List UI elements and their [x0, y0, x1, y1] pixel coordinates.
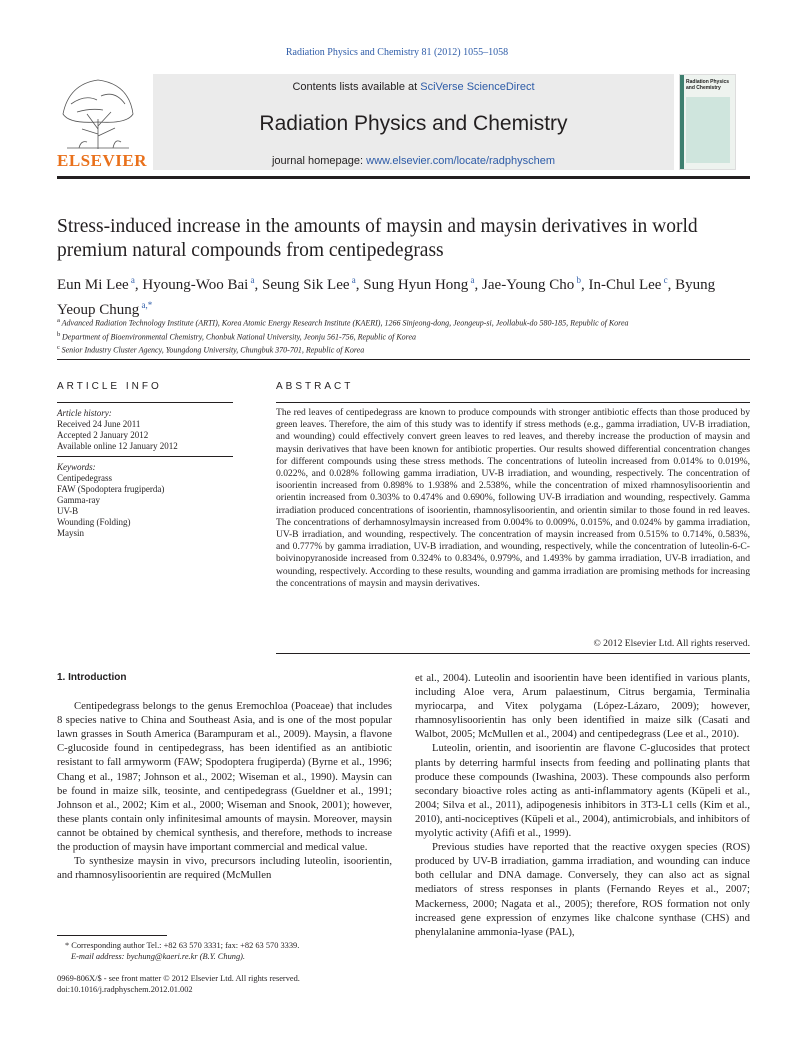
- footnote-email[interactable]: E-mail address: bychung@kaeri.re.kr (B.Y. Chung).: [71, 952, 246, 961]
- doi-link[interactable]: doi:10.1016/j.radphyschem.2012.01.002: [57, 985, 193, 994]
- affiliation-marker: b: [57, 330, 62, 338]
- affiliations: [57, 315, 750, 356]
- author-affiliation-marker[interactable]: a: [349, 275, 356, 285]
- imprint: [57, 973, 392, 995]
- abstract-text: The red leaves of centipedegrass are known to produce compounds with stronger antibiotic effects than those produced by green leaves. Therefore, the aim of this study was to identify if stress methods (e.g., gamma irradiation, UV-B irradiation, and wounding) could effectively convert green leaves to red leaves, and thereby increase the production of maysin and maysin derivatives that have been known for antibiotic properties. Our results showed differential concentration changes for different compounds using these stress methods. The concentrations of luteolin increased from 0.014% to 0.019%, 0.022%, and 0.028% following gamma irradiation, UV-B irradiation, and wounding, respectively. The concentration of isoorientin increased from 0.898% to 1.938% and 2.538%, while the concentration of mixed rhamnosylisoorientin and orientin increased from 0.303% to 0.474% and 0.690%, following UV-B irradiation and wounding, respectively. Gamma irradiation produced concentrations of isoorientin, rhamnosylisoorientin, and orientin similar to those found in red leaves. The concentrations of derhamnosylmaysin increased from 0.004% to 0.009%, 0.015%, and 0.024% by gamma irradiation, UV-B irradiation, and wounding, respectively. The concentration of maysin increased from 0.515% to 0.714%, 0.583%, and 0.777% by gamma irradiation, UV-B irradiation, and wounding, respectively, while the concentration of luteolin-6-C-boivinopyranoside increased from 0.324% to 0.834%, 0.979%, and 1.493% by gamma irradiation, UV-B irradiation, and wounding, respectively. According to these results, wounding and gamma irradiation are promising methods for increasing the concentrations of maysin and maysin derivatives.: [276, 407, 750, 589]
- keyword: Maysin: [57, 528, 84, 538]
- history-accepted: Accepted 2 January 2012: [57, 430, 149, 440]
- history-label: Article history:: [57, 408, 112, 418]
- keywords: [57, 462, 233, 539]
- keyword: FAW (Spodoptera frugiperda): [57, 484, 165, 494]
- sciencedirect-link[interactable]: SciVerse ScienceDirect: [420, 81, 535, 93]
- paragraph: et al., 2004). Luteolin and isoorientin have been identified in various plants, including Aloe vera, Arum palaestinum, Citrus bergamia, Terminalia myriocarpa, and Vitex polygama (López-Lázaro, 2009); however, rhamnosylisoorientin has only been identified in maize silk (Casati and Walbot, 2005; McMullen et al., 2004) and centipedegrass (Lee et al., 2010).: [415, 672, 750, 741]
- author: [589, 277, 668, 293]
- article-info-heading: ARTICLE INFO: [57, 381, 162, 392]
- affiliation-text: Senior Industry Cluster Agency, Youngdong University, Chungbuk 370-701, Republic of Korea: [61, 345, 365, 355]
- author-name: Seung Sik Lee: [262, 277, 350, 293]
- author-affiliation-marker[interactable]: b: [574, 275, 582, 285]
- article-history: [57, 408, 233, 452]
- author: [363, 277, 474, 293]
- abstract-end-rule: [276, 653, 750, 654]
- section-heading-introduction: 1. Introduction: [57, 672, 127, 683]
- publisher-name: ELSEVIER: [57, 151, 147, 170]
- journal-homepage-link[interactable]: www.elsevier.com/locate/radphyschem: [366, 155, 556, 167]
- author: [142, 277, 254, 293]
- journal-title: Radiation Physics and Chemistry: [259, 112, 568, 135]
- author-affiliation-marker[interactable]: a,*: [139, 300, 153, 310]
- author-name: Jae-Young Cho: [482, 277, 575, 293]
- affiliation-text: Department of Bioenvironmental Chemistry, Chonbuk National University, Jeonju 561-756, Republic of Korea: [62, 332, 417, 342]
- paragraph: To synthesize maysin in vivo, precursors including luteolin, isoorientin, and rhamnosylisoorientin are required (McMullen: [57, 855, 392, 882]
- contents-prefix: Contents lists available at: [292, 81, 421, 93]
- author-affiliation-marker[interactable]: a: [468, 275, 475, 285]
- paragraph: Centipedegrass belongs to the genus Eremochloa (Poaceae) that includes 8 species native to China and Southeast Asia, and is one of the most popular lawn grasses in South America (Barampuram et al., 2009). Maysin, a flavone C-glucoside found in centipedegrass, has been identified as an antibiotic resistant to fall armyworm (FAW; Spodoptera frugiperda) (Byrne et al., 1996; Chang et al., 1987; Johnson et al., 2002; Wiseman et al., 1990). Maysin can be found in maize silk, teosinte, and centipedegrass (Gueldner et al., 1991; Johnson et al., 2002; Kim et al., 2000; Wiseman and Snook, 2001); however, these plants contain only infinitesimal amounts of maysin. Moreover, maysin cannot be obtained by chemical synthesis, and therefore, methods to increase the production of maysin have important commercial and medical value.: [57, 700, 392, 854]
- corresponding-author-footnote: [57, 940, 392, 962]
- affiliation: [57, 329, 750, 343]
- title-divider: [57, 359, 750, 360]
- journal-cover-thumbnail: [679, 74, 736, 170]
- author-affiliation-marker[interactable]: a: [128, 275, 135, 285]
- keywords-rule: [57, 456, 233, 457]
- keyword: Gamma-ray: [57, 495, 100, 505]
- copyright: © 2012 Elsevier Ltd. All rights reserved.: [593, 638, 750, 649]
- article-title: Stress-induced increase in the amounts of maysin and maysin derivatives in world premium natural compounds from centipedegrass: [57, 216, 698, 261]
- affiliation-marker: c: [57, 344, 62, 352]
- paragraph: Previous studies have reported that the reactive oxygen species (ROS) produced by UV-B irradiation, gamma irradiation, and wounding can induce both cellular and DNA damage. Conversely, they can also act as signal mediators of stress responses in plants (Fernando Reyes et al., 2007; Mackerness, 2000; Nagata et al., 2005); therefore, ROS formation not only increased gene expression of enzymes like chalcone synthase (CHS) and phenylalanine ammonia-lyase (PAL),: [415, 841, 750, 938]
- author-name: Hyoung-Woo Bai: [142, 277, 249, 293]
- paragraph: Luteolin, orientin, and isoorientin are flavone C-glucosides that protect plants by deterring harmful insects from feeding and pollinating plants that produce these compounds (Iwashina, 2003). These compounds also perform secondary bioactive roles acting as anti-inflammatory agents (Küpeli et al., 2004; Silva et al., 2011), adipogenesis inhibitors in 3T3-L1 cells (Kim et al., 2010), anti-nociceptives (Küpeli et al., 2004), antimicrobials, and inhibitors of myolytic activity (Afifi et al., 1999).: [415, 742, 750, 840]
- author-name: In-Chul Lee: [588, 277, 662, 293]
- author: [57, 277, 135, 293]
- abstract-heading: ABSTRACT: [276, 381, 354, 392]
- cover-title: Radiation Physics and Chemistry: [686, 79, 730, 91]
- author-list: Eun Mi Lee $^a$, Hyoung-Woo Bai $^a$, Seung Sik Lee $^a$, Sung Hyun Hong $^a$, Jae-Young Cho $^b$, In-Chul Lee $^c$, Byung Yeoup Chung $^{a,*}$: [57, 275, 716, 318]
- keywords-label: Keywords:: [57, 462, 96, 472]
- affiliation: [57, 342, 750, 356]
- author-affiliation-marker[interactable]: c: [661, 275, 668, 285]
- affiliation-marker: a: [57, 317, 62, 324]
- article-info-rule: [57, 402, 233, 403]
- contents-line: [153, 81, 674, 93]
- author-name: Sung Hyun Hong: [363, 277, 469, 293]
- keyword: UV-B: [57, 506, 79, 516]
- body-column-right: [415, 671, 750, 939]
- author-name: Byung Yeoup Chung: [57, 277, 716, 318]
- author: [482, 277, 581, 293]
- masthead-divider: [57, 176, 750, 179]
- footnote-rule: [57, 935, 167, 936]
- affiliation-text: Advanced Radiation Technology Institute (ARTI), Korea Atomic Energy Research Institute (KAERI), 1266 Sinjeong-dong, Jeongeup-si, Jeollabuk-do 580-185, Republic of Korea: [61, 318, 629, 328]
- keyword: Wounding (Folding): [57, 517, 131, 527]
- footnote-contact: * Corresponding author Tel.: +82 63 570 3331; fax: +82 63 570 3339.: [65, 941, 300, 950]
- author-affiliation-marker[interactable]: a: [248, 275, 255, 285]
- author: [262, 277, 356, 293]
- keyword: Centipedegrass: [57, 473, 112, 483]
- author-name: Eun Mi Lee: [57, 277, 129, 293]
- history-received: Received 24 June 2011: [57, 419, 141, 429]
- front-matter-line: 0969-806X/$ - see front matter © 2012 Elsevier Ltd. All rights reserved.: [57, 974, 300, 983]
- abstract-rule: [276, 402, 750, 403]
- history-online: Available online 12 January 2012: [57, 441, 178, 451]
- body-column-left: [57, 671, 392, 882]
- running-head[interactable]: Radiation Physics and Chemistry 81 (2012) 1055–1058: [285, 47, 509, 58]
- affiliation: [57, 315, 750, 329]
- homepage-line: [153, 155, 674, 167]
- homepage-prefix: journal homepage:: [271, 155, 367, 167]
